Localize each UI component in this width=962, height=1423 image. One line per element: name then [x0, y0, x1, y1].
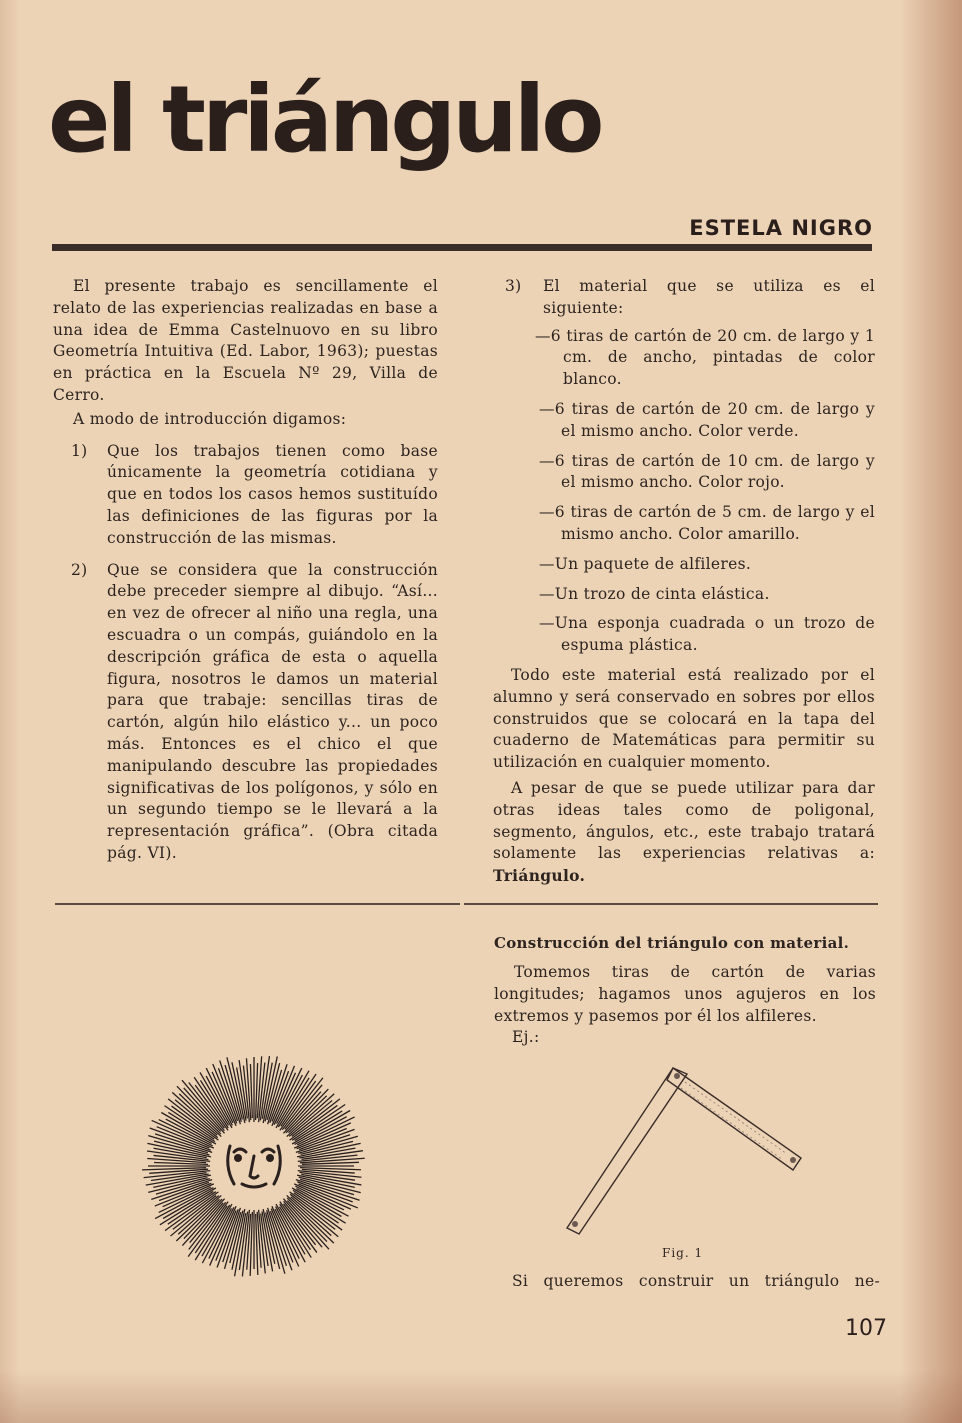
article-title: el triángulo — [48, 66, 601, 173]
section-rule-right — [464, 903, 878, 905]
material-item: —Una esponja cuadrada o un trozo de espuma plástica. — [539, 614, 875, 655]
material-item: —6 tiras de cartón de 5 cm. de largo y el mismo ancho. Color amarillo. — [539, 503, 875, 543]
right-column — [493, 276, 875, 888]
list-item-3 — [493, 276, 875, 320]
material-item: —Un paquete de alfileres. — [539, 554, 752, 573]
figure-1-strips — [555, 1060, 815, 1240]
section-paragraph: Tomemos tiras de cartón de varias longitudes; hagamos unos agujeros en los extremos y pasemos por él los alfileres. — [494, 963, 876, 1025]
header-rule — [52, 244, 872, 251]
list-item-text: Que los trabajos tienen como base únicamente la geometría cotidiana y que en todos los casos hemos sustituído las definiciones de las figuras por la construcción de las mismas. — [107, 441, 438, 547]
example-label: Ej.: — [512, 1028, 540, 1047]
list-item-2 — [53, 560, 438, 865]
list-item-number: 3) — [505, 277, 522, 295]
sun-ray — [179, 1094, 221, 1134]
intro-paragraph: El presente trabajo es sencillamente el relato de las experiencias realizadas en base a una idea de Emma Castelnuovo en su libro Geometría Intuitiva (Ed. Labor, 1963); puestas en práctica en la Escuela Nº 29, Villa de Cerro. — [53, 277, 438, 404]
material-paragraph: Todo este material está realizado por el alumno y será conservado en sobres por ellos construidos que se colocará en la tapa del cuaderno de Matemáticas para permitir su utilización en cualquier momento. — [493, 665, 875, 772]
material-item: —Un trozo de cinta elástica. — [539, 584, 770, 603]
material-item: —6 tiras de cartón de 20 cm. de largo y el mismo ancho. Color verde. — [539, 399, 875, 440]
section-heading: Construcción del triángulo con material. — [494, 934, 850, 952]
list-item-text: Que se considera que la construcción debe preceder siempre al dibujo. “Así... en vez de ofrecer al niño una regla, una escuadra o un compás, guiándolo en la descripción gráfica de esta o aquella figura, nosotros le damos un material para que trabaje: sencillas tiras de cartón, algún hilo elástico y... un poco más. Entonces es el chico el que manipulando descubre las propiedades significativas de los polígonos, y sólo en un segundo tiempo se le llevará a la representación gráfica”. (Obra citada pág. VI). — [107, 560, 438, 862]
page-number: 107 — [845, 1316, 887, 1341]
scope-bold-term: Triángulo. — [493, 866, 586, 886]
intro-line: A modo de introducción digamos: — [73, 409, 347, 428]
list-item-number: 1) — [71, 441, 88, 460]
sun-illustration — [138, 1050, 370, 1282]
material-item: —6 tiras de cartón de 20 cm. de largo y 1 cm. de ancho, pintadas de color blanco. — [535, 326, 875, 389]
list-item-text: El material que se utiliza es el siguiente: — [543, 277, 875, 317]
author-name: ESTELA NIGRO — [689, 216, 873, 240]
continuation-line: Si queremos construir un triángulo ne- — [512, 1272, 880, 1290]
scope-text: A pesar de que se puede utilizar para dar otras ideas tales como de poligonal, segmento, ángulos, etc., este trabajo tratará solamente las experiencias relativas a: — [493, 778, 875, 863]
left-column — [53, 276, 438, 865]
section-body — [494, 962, 876, 1049]
list-item-number: 2) — [71, 560, 88, 579]
material-item: —6 tiras de cartón de 10 cm. de largo y el mismo ancho. Color rojo. — [539, 451, 875, 492]
figure-caption: Fig. 1 — [662, 1246, 704, 1260]
sun-ray — [176, 1199, 219, 1241]
scope-paragraph — [493, 778, 875, 888]
section-rule-left — [55, 903, 460, 905]
list-item-1 — [53, 441, 438, 550]
